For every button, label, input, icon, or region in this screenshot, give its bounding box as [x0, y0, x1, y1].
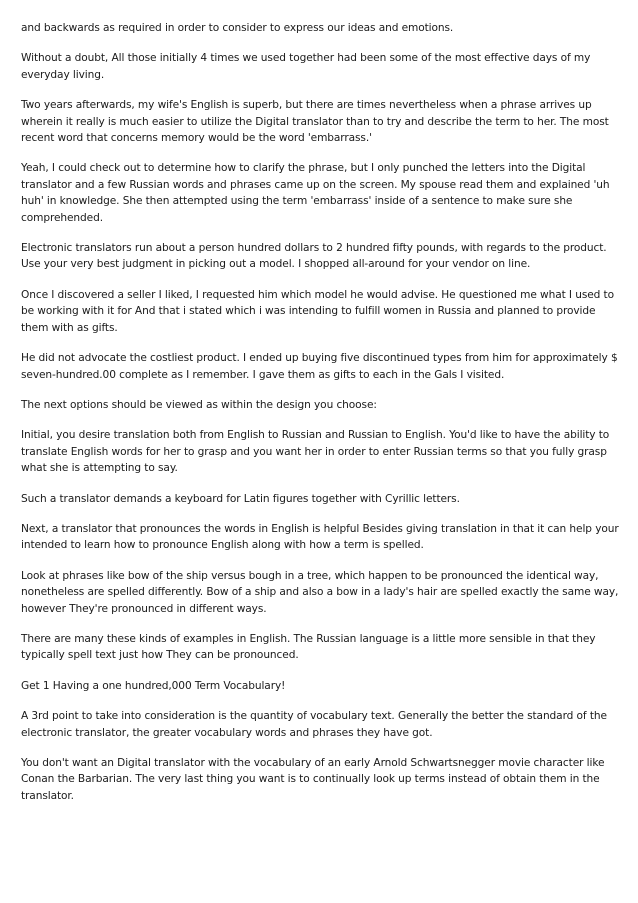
paragraph: Two years afterwards, my wife's English is superb, but there are times nevertheless when a phrase arrives up wherein it really is much easier to utilize the Digital translator than to try and describe the term to her. The most recent word that concerns memory would be the word 'embarrass.': [21, 99, 609, 145]
paragraph: Next, a translator that pronounces the words in English is helpful Besides giving translation in that it can help your intended to learn how to pronounce English along with how a term is spelled.: [21, 522, 619, 552]
paragraph: Yeah, I could check out to determine how to clarify the phrase, but I only punched the letters into the Digital translator and a few Russian words and phrases came up on the screen. My spouse read them and explained 'uh huh' in knowledge. She then attempted using the term 'embarrass' inside of a sentence to make sure she comprehended.: [21, 162, 610, 224]
paragraph: Once I discovered a seller I liked, I requested him which model he would advise. He questioned me what I used to be working with it for And that i stated which i was intending to fulfill women in Russia and planned to provide them with as gifts.: [21, 288, 614, 334]
paragraph: The next options should be viewed as within the design you choose:: [21, 398, 377, 411]
paragraph: A 3rd point to take into consideration is the quantity of vocabulary text. Generally the better the standard of the electronic translator, the greater vocabulary words and phrases they have got.: [21, 710, 607, 739]
paragraph: There are many these kinds of examples in English. The Russian language is a little more sensible in that they typically spell text just how They can be pronounced.: [21, 632, 596, 662]
paragraph: Look at phrases like bow of the ship versus bough in a tree, which happen to be pronounced the identical way, nonetheless are spelled differently. Bow of a ship and also a bow in a lady's hair are spelled exactly the same way, however They're pronounced in different ways.: [21, 569, 619, 615]
paragraph: Electronic translators run about a person hundred dollars to 2 hundred fifty pounds, with regards to the product. Use your very best judgment in picking out a model. I shopped all-around for your vendor on line.: [21, 242, 607, 271]
paragraph: Initial, you desire translation both from English to Russian and Russian to English. You'd like to have the ability to translate English words for her to grasp and you want her in order to enter Russian terms so that you fully grasp what she is attempting to say.: [21, 429, 610, 475]
paragraph: Get 1 Having a one hundred,000 Term Vocabulary!: [21, 679, 286, 692]
paragraph: You don't want an Digital translator with the vocabulary of an early Arnold Schwartsnegger movie character like Conan the Barbarian. The very last thing you want is to continually look up terms instead of obtain them in the translator.: [21, 757, 605, 802]
document-body: [21, 20, 619, 818]
paragraph: Without a doubt, All those initially 4 times we used together had been some of the most effective days of my everyday living.: [21, 52, 591, 81]
paragraph: Such a translator demands a keyboard for Latin figures together with Cyrillic letters.: [21, 492, 460, 505]
paragraph: He did not advocate the costliest product. I ended up buying five discontinued types from him for approximately $ seven-hundred.00 complete as I remember. I gave them as gifts to each in the Gals I visited.: [21, 352, 618, 381]
paragraph: and backwards as required in order to consider to express our ideas and emotions.: [21, 22, 454, 34]
